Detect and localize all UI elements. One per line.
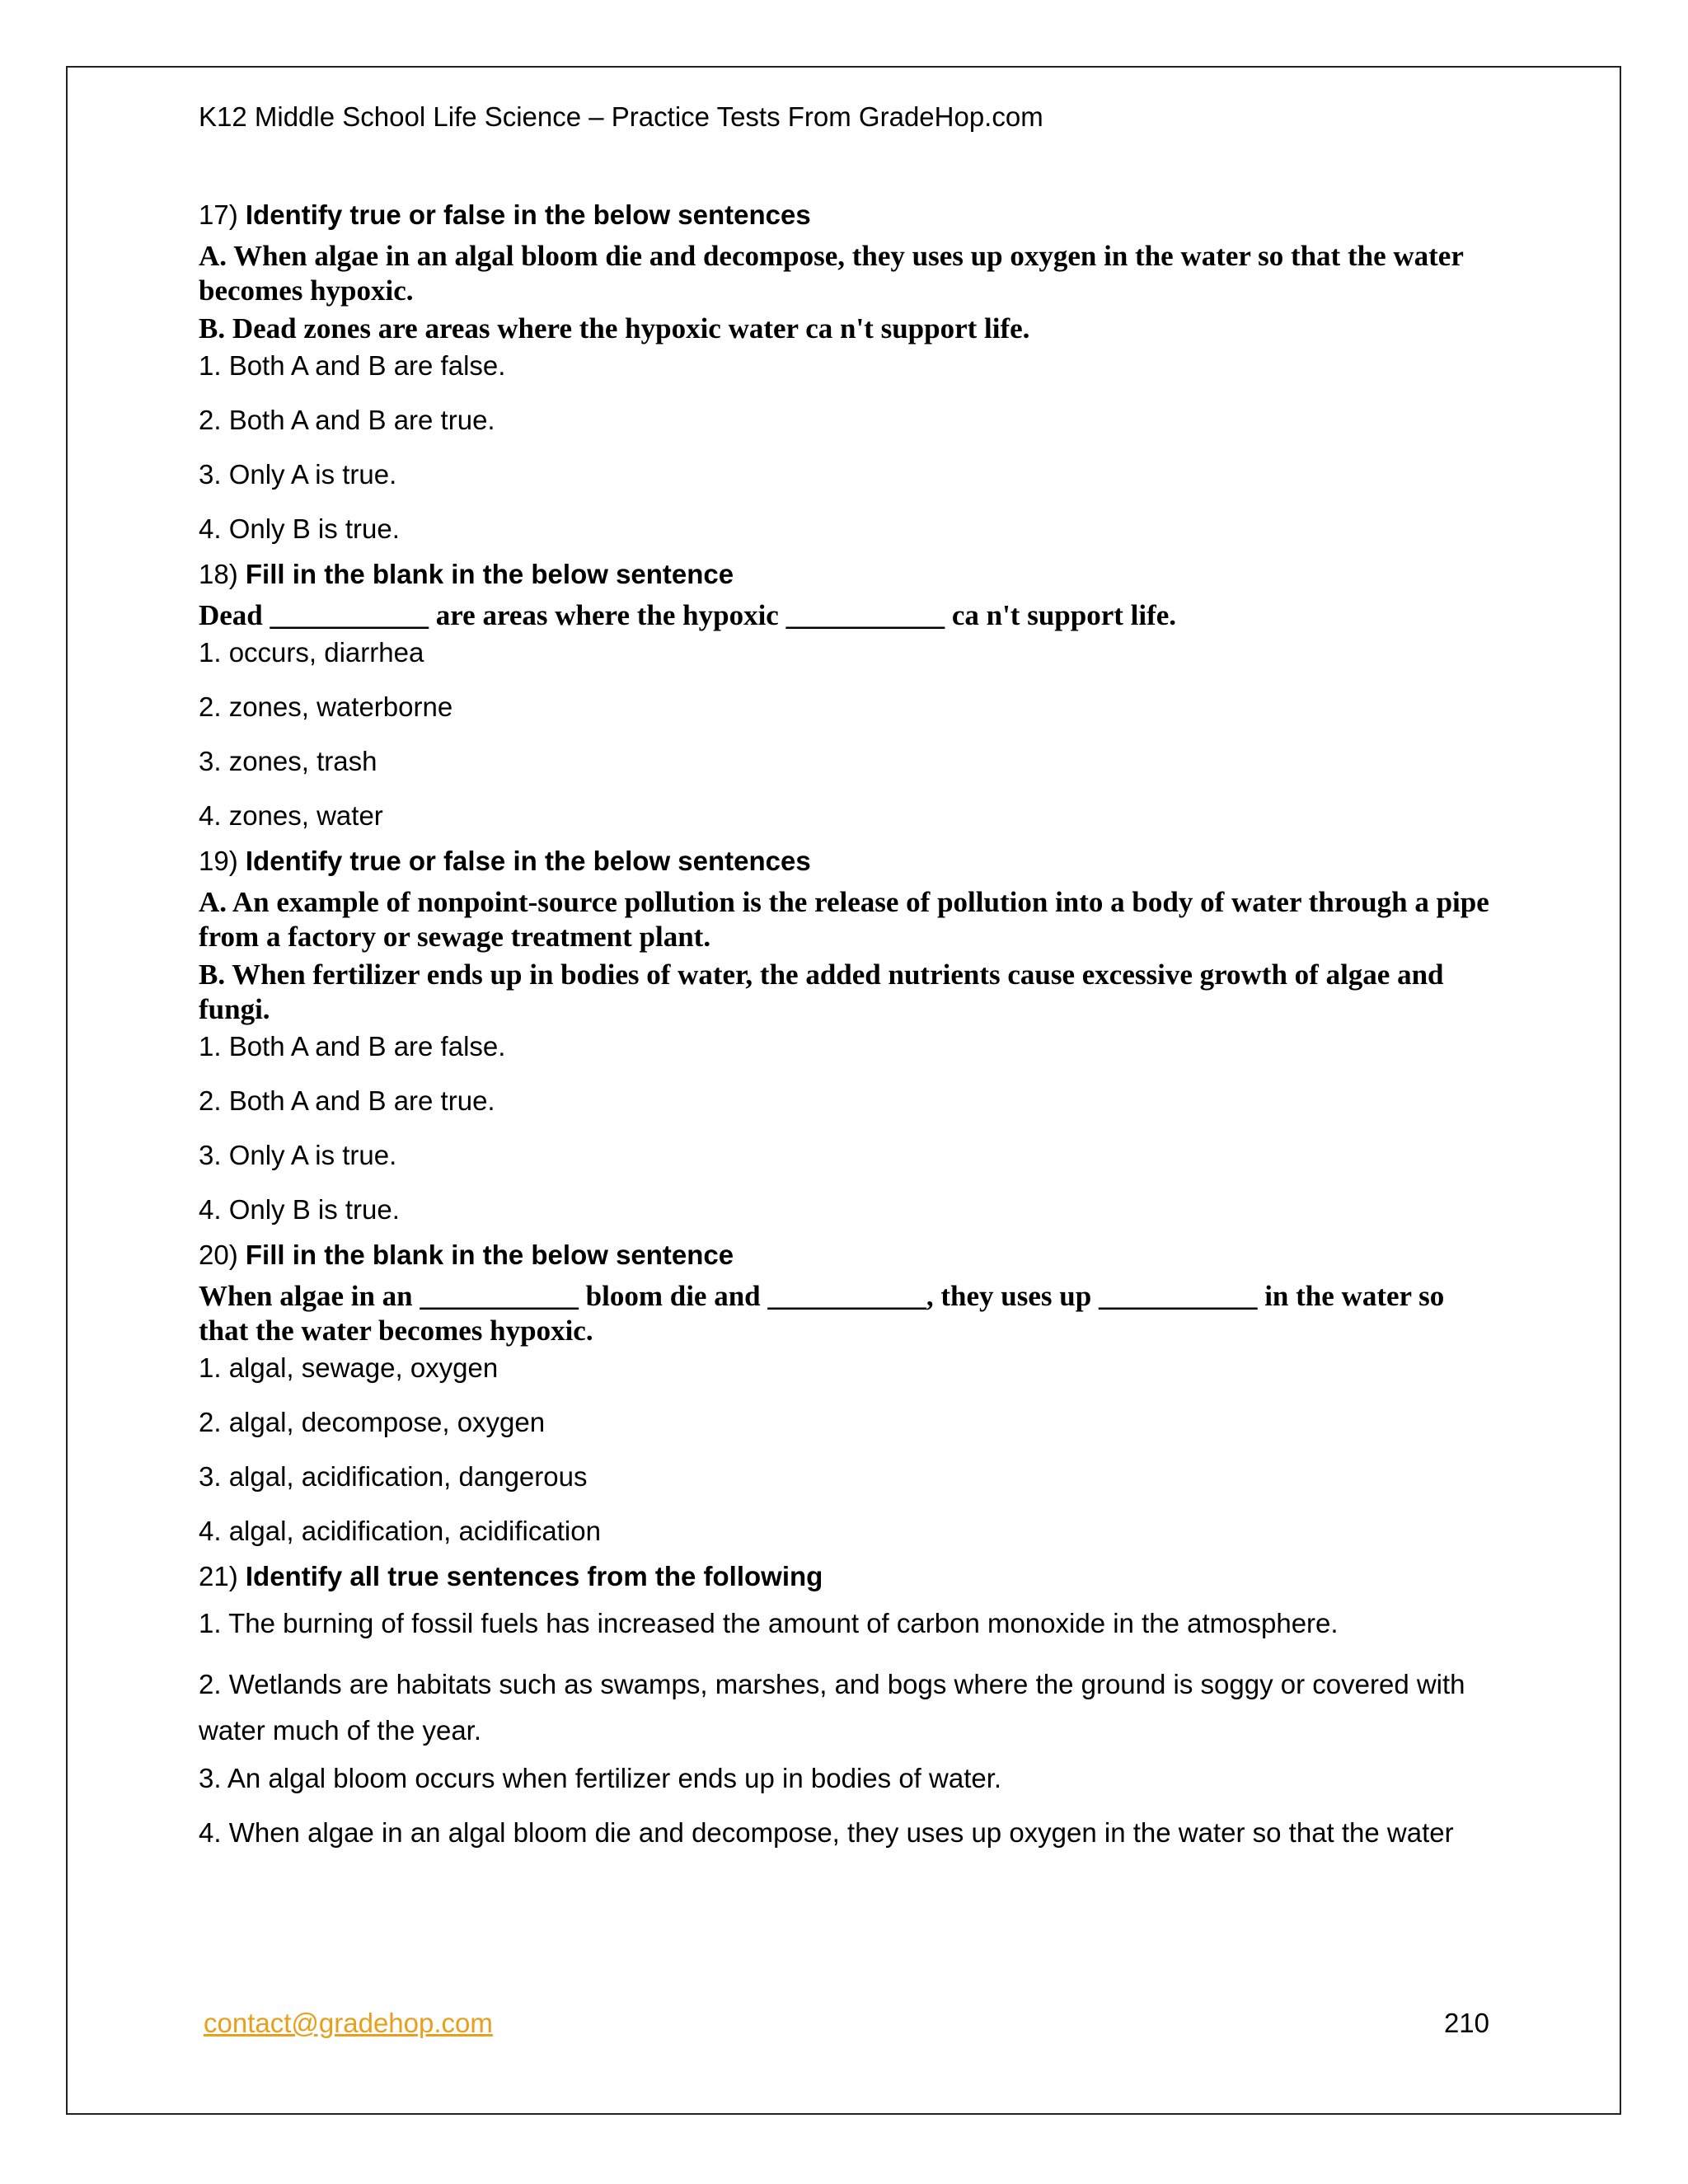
page-content <box>199 97 1493 1871</box>
page-number: 210 <box>1443 2008 1489 2038</box>
option-4: 4. Only B is true. <box>199 513 400 544</box>
contact-email-link[interactable]: contact@gradehop.com <box>204 2008 493 2038</box>
option-2: 2. algal, decompose, oxygen <box>199 1407 546 1437</box>
option-1: 1. Both A and B are false. <box>199 1031 506 1062</box>
option-4: 4. Only B is true. <box>199 1194 400 1225</box>
question-heading <box>199 554 1493 595</box>
option-3: 3. Only A is true. <box>199 459 397 490</box>
option-4: 4. algal, acidification, acidification <box>199 1516 601 1546</box>
page-footer <box>204 2008 1489 2049</box>
option-2: 2. zones, waterborne <box>199 691 453 722</box>
option-2: 2. Both A and B are true. <box>199 1085 495 1116</box>
option-3: 3. zones, trash <box>199 746 377 776</box>
fill-in-sentence: Dead ___________ are areas where the hypoxic ___________ ca n't support life. <box>199 599 1177 631</box>
fill-in-sentence: When algae in an ___________ bloom die and ___________, they uses up ___________ in the water so that the water becomes hypoxic. <box>199 1280 1445 1347</box>
question-number: 17) <box>199 199 238 230</box>
question-21 <box>199 1556 1493 1849</box>
question-number: 21) <box>199 1561 238 1591</box>
statement-a: A. When algae in an algal bloom die and decompose, they uses up oxygen in the water so that the water becomes hypoxic. <box>199 240 1464 307</box>
option-2: 2. Wetlands are habitats such as swamps, marshes, and bogs where the ground is soggy or covered with water much of the year. <box>199 1669 1465 1746</box>
option-1: 1. occurs, diarrhea <box>199 637 424 668</box>
question-number: 19) <box>199 846 238 876</box>
option-1: 1. Both A and B are false. <box>199 350 506 381</box>
question-18 <box>199 554 1493 832</box>
question-instruction: Identify true or false in the below sentences <box>245 846 811 876</box>
question-number: 18) <box>199 559 238 589</box>
question-19 <box>199 841 1493 1226</box>
question-instruction: Fill in the blank in the below sentence <box>245 1240 734 1270</box>
question-instruction: Identify all true sentences from the following <box>245 1561 823 1591</box>
question-instruction: Identify true or false in the below sentences <box>245 199 811 230</box>
question-heading <box>199 194 1493 236</box>
option-4: 4. When algae in an algal bloom die and decompose, they uses up oxygen in the water so that the water <box>199 1817 1454 1848</box>
option-4: 4. zones, water <box>199 800 383 831</box>
question-instruction: Fill in the blank in the below sentence <box>245 559 734 589</box>
option-3: 3. algal, acidification, dangerous <box>199 1461 588 1492</box>
statement-b: B. Dead zones are areas where the hypoxic water ca n't support life. <box>199 312 1030 344</box>
question-heading <box>199 1556 1493 1597</box>
question-number: 20) <box>199 1240 238 1270</box>
statement-b: B. When fertilizer ends up in bodies of water, the added nutrients cause excessive growth of algae and fungi. <box>199 958 1444 1025</box>
option-3: 3. An algal bloom occurs when fertilizer ends up in bodies of water. <box>199 1763 1002 1793</box>
question-heading <box>199 1235 1493 1276</box>
question-heading <box>199 841 1493 882</box>
option-1: 1. algal, sewage, oxygen <box>199 1352 499 1383</box>
option-1: 1. The burning of fossil fuels has increased the amount of carbon monoxide in the atmosphere. <box>199 1608 1339 1638</box>
option-2: 2. Both A and B are true. <box>199 405 495 435</box>
option-3: 3. Only A is true. <box>199 1140 397 1170</box>
question-17 <box>199 194 1493 546</box>
question-20 <box>199 1235 1493 1548</box>
statement-a: A. An example of nonpoint-source pollution is the release of pollution into a body of water through a pipe from a factory or sewage treatment plant. <box>199 886 1489 953</box>
page-header: K12 Middle School Life Science – Practice Tests From GradeHop.com <box>199 101 1043 132</box>
